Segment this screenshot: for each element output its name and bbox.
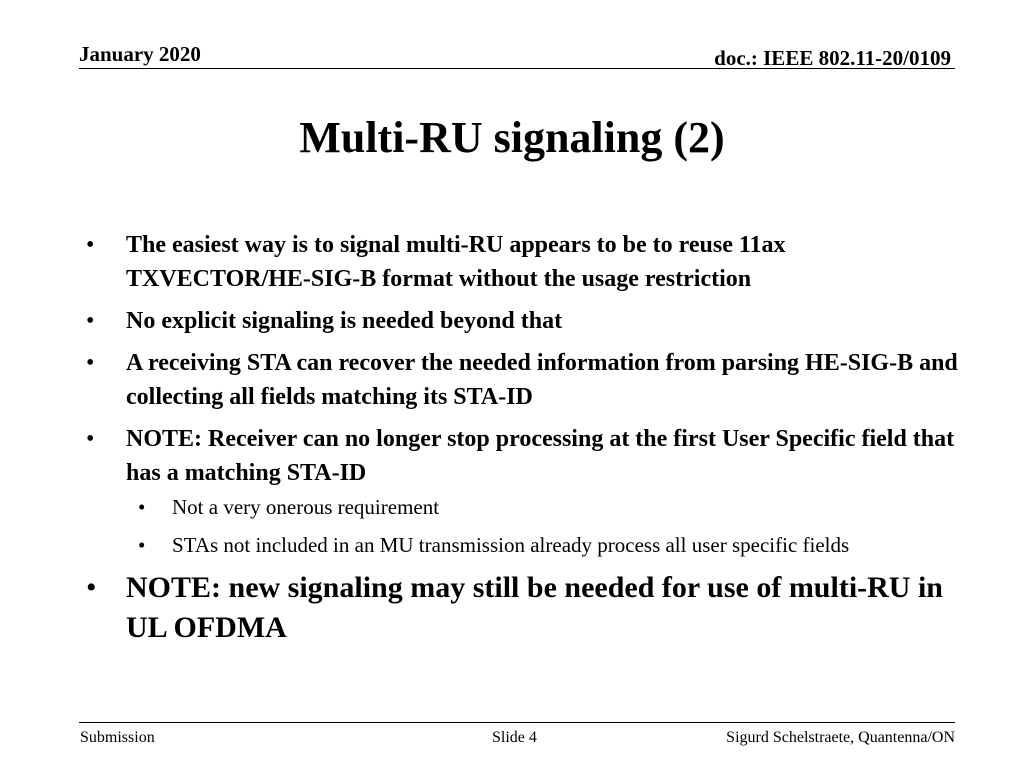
bullet-text: No explicit signaling is needed beyond that xyxy=(126,308,563,334)
slide-body xyxy=(80,228,960,656)
footer-divider xyxy=(79,722,955,723)
bullet-icon: • xyxy=(138,533,146,557)
bullet-item xyxy=(80,304,960,338)
footer-submission: Submission xyxy=(80,729,155,746)
header-divider xyxy=(79,68,955,69)
sub-bullet-item xyxy=(80,530,960,561)
bullet-icon: • xyxy=(86,350,95,376)
bullet-text: NOTE: Receiver can no longer stop processing at the first User Specific field that has a matching STA-ID xyxy=(126,426,955,486)
bullet-item xyxy=(80,228,960,296)
bullet-text: NOTE: new signaling may still be needed for use of multi-RU in UL OFDMA xyxy=(126,571,943,644)
footer-author: Sigurd Schelstraete, Quantenna/ON xyxy=(726,729,955,746)
bullet-icon: • xyxy=(86,426,95,452)
bullet-item xyxy=(80,422,960,490)
header-date: January 2020 xyxy=(79,42,201,66)
bullet-text: The easiest way is to signal multi-RU appears to be to reuse 11ax TXVECTOR/HE-SIG-B format without the usage restriction xyxy=(126,232,786,292)
bullet-icon: • xyxy=(86,571,97,604)
bullet-icon: • xyxy=(86,308,95,334)
header-doc-id: doc.: IEEE 802.11-20/0109 xyxy=(714,46,951,70)
bullet-icon: • xyxy=(86,232,95,258)
bullet-item xyxy=(80,346,960,414)
bullet-list xyxy=(80,568,960,648)
sub-bullet-item xyxy=(80,492,960,523)
footer-slide-number: Slide 4 xyxy=(492,729,537,746)
sub-bullet-list xyxy=(80,492,960,561)
bullet-icon: • xyxy=(138,495,146,519)
sub-bullet-text: STAs not included in an MU transmission already process all user specific fields xyxy=(172,533,850,557)
bullet-text: A receiving STA can recover the needed information from parsing HE-SIG-B and collecting all fields matching its STA-ID xyxy=(126,350,958,410)
sub-bullet-text: Not a very onerous requirement xyxy=(172,495,440,519)
bullet-item xyxy=(80,568,960,648)
bullet-list xyxy=(80,228,960,490)
slide-title: Multi-RU signaling (2) xyxy=(299,113,725,162)
